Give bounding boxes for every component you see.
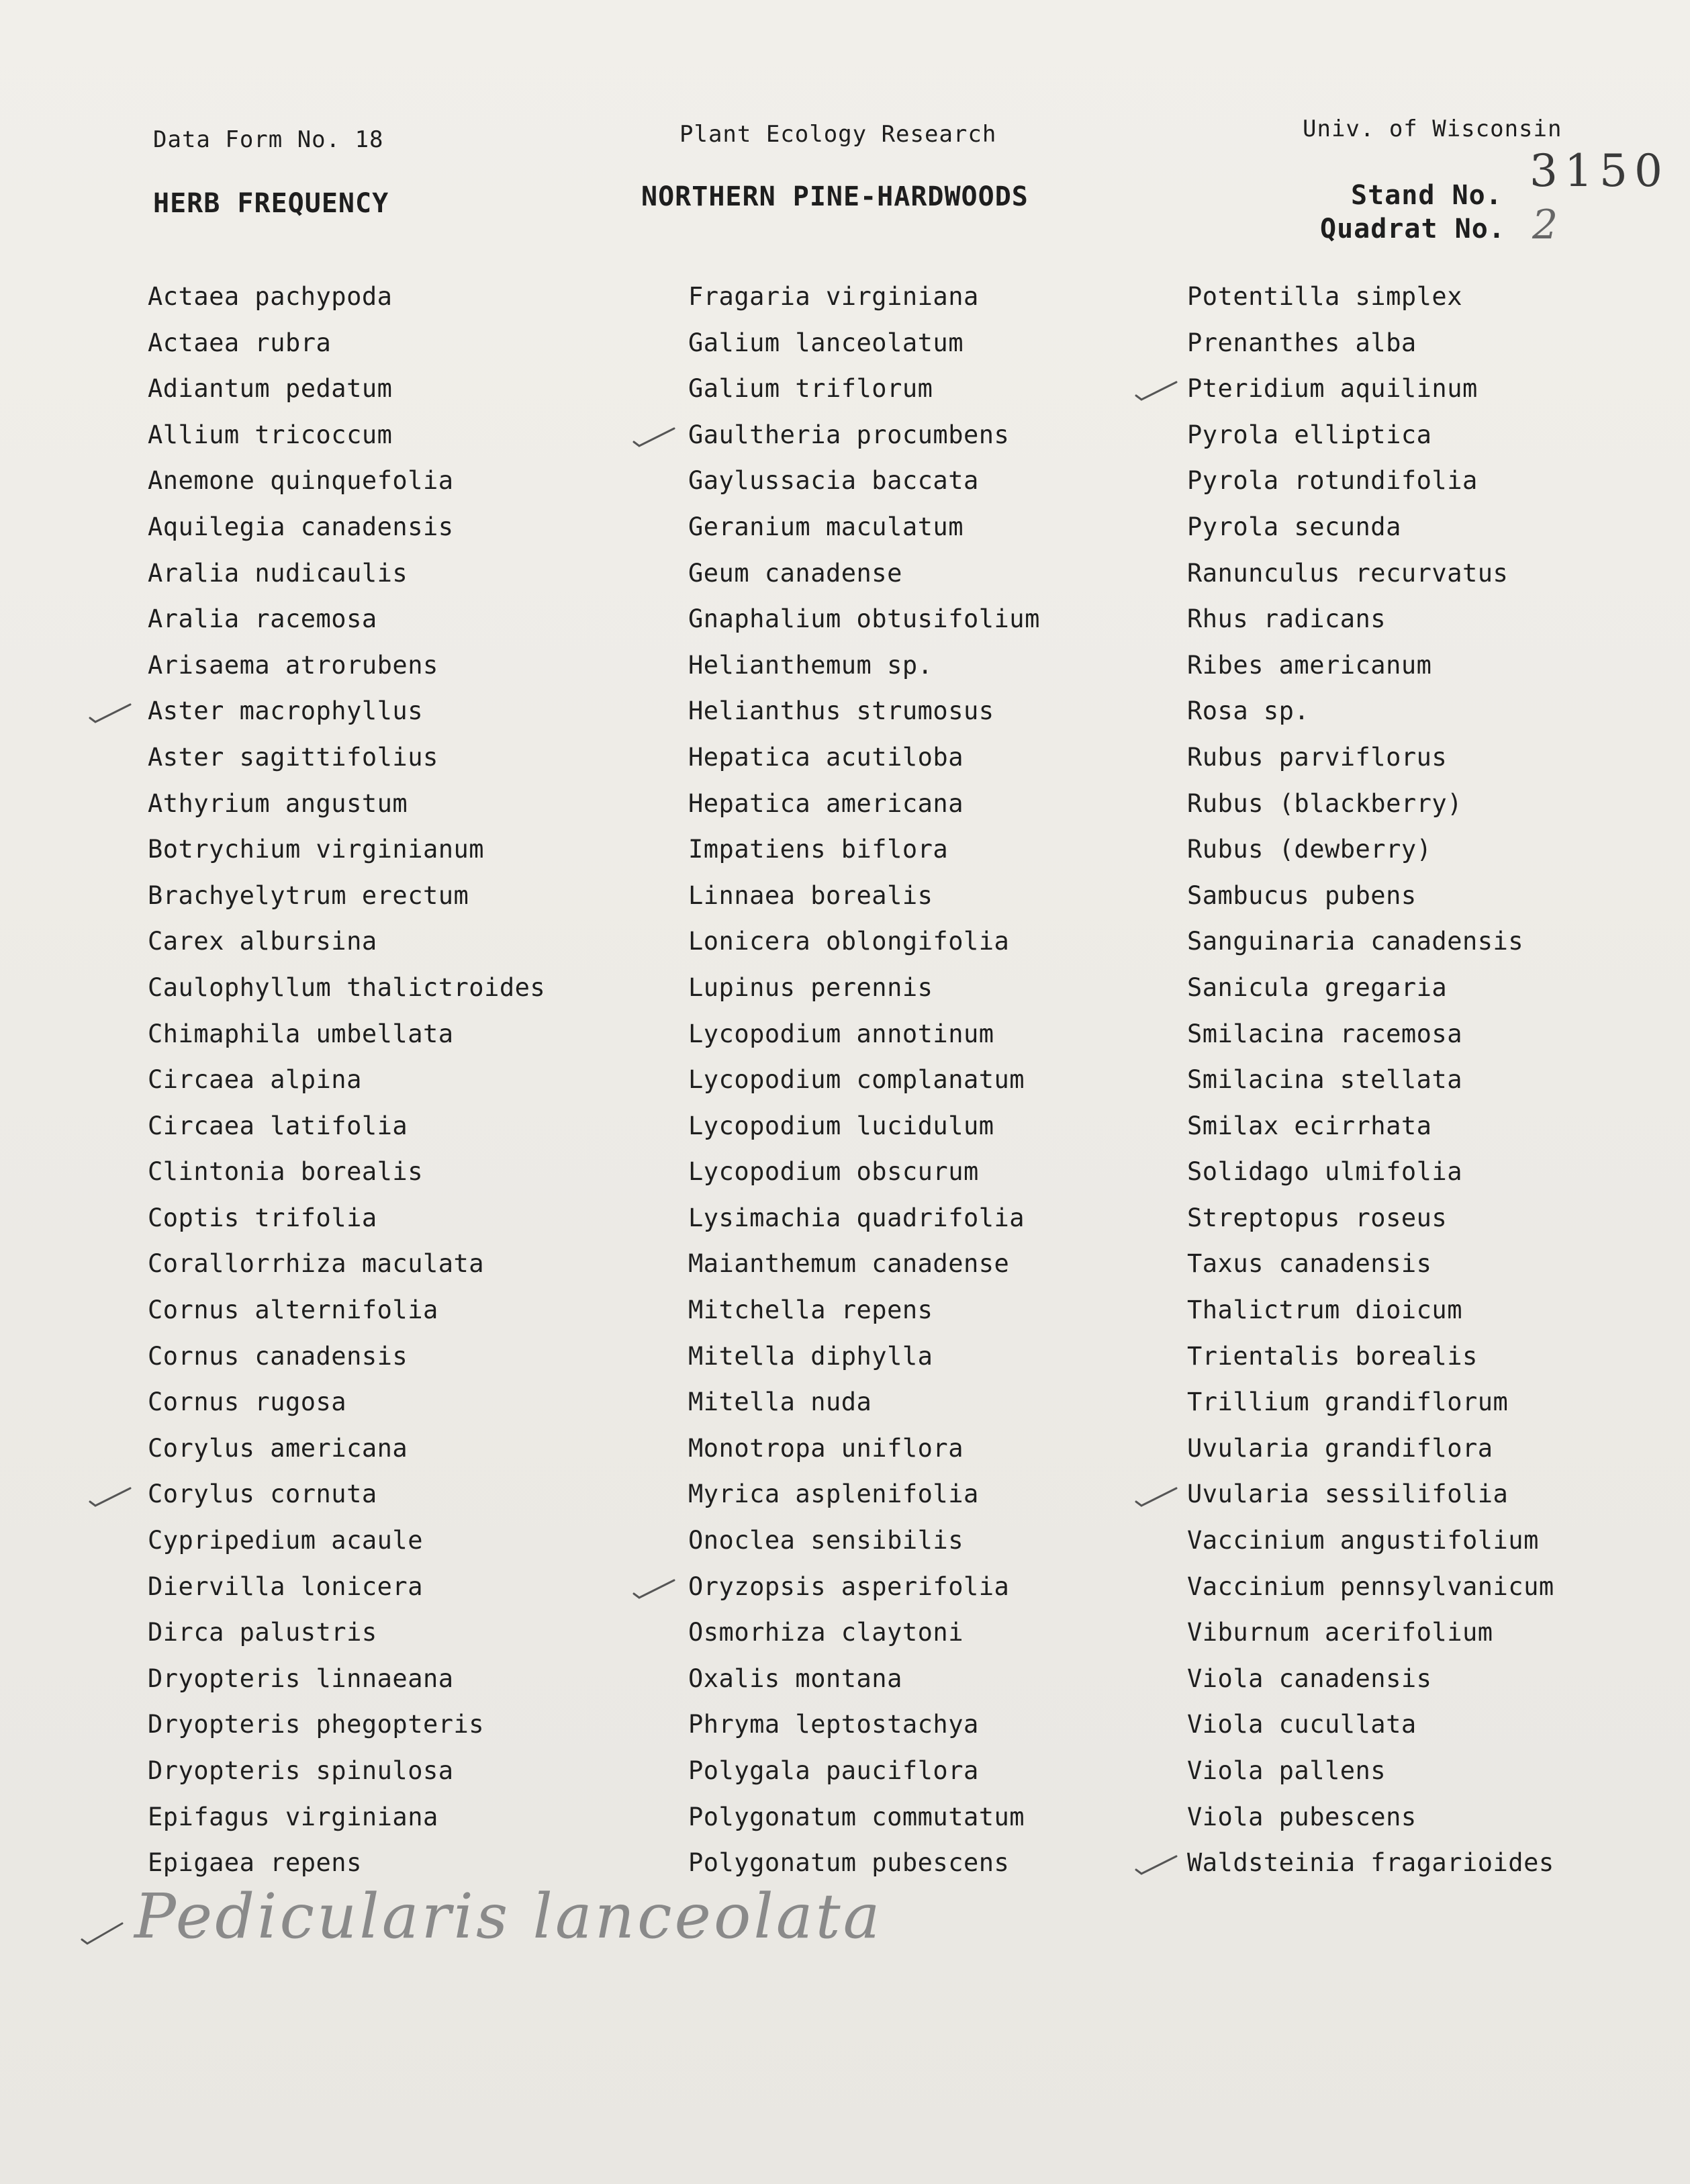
species-item: Carex albursina	[148, 927, 377, 956]
species-item: Thalictrum dioicum	[1187, 1295, 1462, 1325]
species-item: Pteridium aquilinum	[1187, 374, 1478, 404]
species-item: Onoclea sensibilis	[688, 1526, 964, 1555]
species-item: Gaylussacia baccata	[688, 466, 979, 496]
species-item: Lycopodium annotinum	[688, 1019, 994, 1048]
species-item: Arisaema atrorubens	[148, 650, 438, 680]
species-item: Epigaea repens	[148, 1848, 362, 1878]
species-item: Dryopteris linnaeana	[148, 1664, 454, 1693]
species-column-3	[1187, 274, 1554, 1886]
species-item: Trillium grandiflorum	[1187, 1387, 1509, 1417]
species-item: Waldsteinia fragarioides	[1187, 1848, 1554, 1878]
species-item: Viola pallens	[1187, 1756, 1387, 1785]
species-item: Oxalis montana	[688, 1664, 902, 1693]
stand-label: Stand No.	[1351, 180, 1503, 211]
species-item: Gnaphalium obtusifolium	[688, 604, 1040, 634]
species-item: Solidago ulmifolia	[1187, 1157, 1462, 1187]
species-item: Pyrola elliptica	[1187, 420, 1432, 449]
pencil-check-icon	[1133, 1851, 1180, 1878]
species-item: Aster macrophyllus	[148, 696, 423, 726]
species-item: Sanicula gregaria	[1187, 972, 1448, 1002]
species-item: Viola pubescens	[1187, 1802, 1417, 1831]
species-item: Sambucus pubens	[1187, 880, 1417, 910]
species-item: Actaea rubra	[148, 328, 332, 357]
species-item: Gaultheria procumbens	[688, 420, 1010, 449]
species-item: Maianthemum canadense	[688, 1249, 1010, 1279]
species-item: Potentilla simplex	[1187, 282, 1462, 311]
species-item: Mitella nuda	[688, 1387, 872, 1417]
species-item: Smilax ecirrhata	[1187, 1111, 1432, 1140]
species-item: Lonicera oblongifolia	[688, 927, 1010, 956]
species-item: Galium lanceolatum	[688, 328, 964, 357]
species-item: Athyrium angustum	[148, 788, 408, 818]
species-item: Rubus (dewberry)	[1187, 835, 1432, 864]
species-item: Polygonatum pubescens	[688, 1848, 1010, 1878]
species-item: Viola canadensis	[1187, 1664, 1432, 1693]
species-item: Dirca palustris	[148, 1618, 377, 1647]
species-item: Botrychium virginianum	[148, 835, 485, 864]
species-item: Clintonia borealis	[148, 1157, 423, 1187]
species-item: Lycopodium lucidulum	[688, 1111, 994, 1140]
institution-name: Univ. of Wisconsin	[1303, 116, 1562, 142]
species-item: Trientalis borealis	[1187, 1341, 1478, 1371]
species-item: Coptis trifolia	[148, 1203, 377, 1232]
species-item: Helianthemum sp.	[688, 650, 933, 680]
species-item: Ranunculus recurvatus	[1187, 558, 1509, 588]
species-item: Epifagus virginiana	[148, 1802, 438, 1831]
species-item: Viola cucullata	[1187, 1710, 1417, 1739]
species-item: Polygala pauciflora	[688, 1756, 979, 1785]
species-item: Adiantum pedatum	[148, 374, 393, 404]
species-item: Hepatica acutiloba	[688, 742, 964, 772]
species-item: Rubus parviflorus	[1187, 742, 1448, 772]
pencil-check-icon	[87, 699, 134, 726]
species-item: Vaccinium angustifolium	[1187, 1526, 1539, 1555]
species-item: Viburnum acerifolium	[1187, 1618, 1493, 1647]
community-title: NORTHERN PINE-HARDWOODS	[641, 181, 1029, 212]
species-item: Taxus canadensis	[1187, 1249, 1432, 1279]
species-item: Smilacina racemosa	[1187, 1019, 1462, 1048]
species-item: Galium triflorum	[688, 374, 933, 404]
species-item: Circaea latifolia	[148, 1111, 408, 1140]
quadrat-number-value: 2	[1532, 201, 1558, 248]
species-item: Aralia racemosa	[148, 604, 377, 634]
species-item: Dryopteris spinulosa	[148, 1756, 454, 1785]
species-item: Pyrola secunda	[1187, 512, 1401, 541]
species-item: Rosa sp.	[1187, 696, 1310, 726]
form-title: HERB FREQUENCY	[153, 188, 389, 219]
species-item: Cornus canadensis	[148, 1341, 408, 1371]
species-column-1	[148, 274, 545, 1886]
species-item: Corallorrhiza maculata	[148, 1249, 485, 1279]
species-item: Monotropa uniflora	[688, 1433, 964, 1463]
species-item: Allium tricoccum	[148, 420, 393, 449]
pencil-check-icon	[1133, 1483, 1180, 1510]
species-item: Geum canadense	[688, 558, 902, 588]
species-item: Mitchella repens	[688, 1295, 933, 1325]
species-item: Mitella diphylla	[688, 1341, 933, 1371]
species-item: Ribes americanum	[1187, 650, 1432, 680]
species-item: Cornus rugosa	[148, 1387, 347, 1417]
species-item: Osmorhiza claytoni	[688, 1618, 964, 1647]
species-item: Uvularia sessilifolia	[1187, 1480, 1509, 1509]
species-item: Phryma leptostachya	[688, 1710, 979, 1739]
species-item: Rubus (blackberry)	[1187, 788, 1462, 818]
species-item: Aster sagittifolius	[148, 742, 438, 772]
species-item: Dryopteris phegopteris	[148, 1710, 485, 1739]
quadrat-label: Quadrat No.	[1320, 214, 1505, 244]
species-item: Corylus americana	[148, 1433, 408, 1463]
pencil-check-icon	[631, 423, 678, 450]
species-item: Hepatica americana	[688, 788, 964, 818]
species-item: Aralia nudicaulis	[148, 558, 408, 588]
species-item: Vaccinium pennsylvanicum	[1187, 1572, 1554, 1601]
species-item: Actaea pachypoda	[148, 282, 393, 311]
pencil-check-icon	[1133, 377, 1180, 404]
species-item: Lycopodium obscurum	[688, 1157, 979, 1187]
species-item: Chimaphila umbellata	[148, 1019, 454, 1048]
species-item: Geranium maculatum	[688, 512, 964, 541]
species-item: Smilacina stellata	[1187, 1065, 1462, 1095]
species-item: Cypripedium acaule	[148, 1526, 423, 1555]
handwritten-species-entry: Pedicularis lanceolata	[134, 1880, 883, 1952]
species-item: Anemone quinquefolia	[148, 466, 454, 496]
species-column-2	[688, 274, 1040, 1886]
species-item: Helianthus strumosus	[688, 696, 994, 726]
species-item: Cornus alternifolia	[148, 1295, 438, 1325]
species-item: Polygonatum commutatum	[688, 1802, 1025, 1831]
species-item: Lysimachia quadrifolia	[688, 1203, 1025, 1232]
pencil-check-icon	[87, 1483, 134, 1510]
pencil-check-icon	[631, 1575, 678, 1602]
program-name: Plant Ecology Research	[679, 121, 997, 148]
species-item: Brachyelytrum erectum	[148, 880, 469, 910]
species-item: Streptopus roseus	[1187, 1203, 1448, 1232]
species-item: Sanguinaria canadensis	[1187, 927, 1524, 956]
species-item: Rhus radicans	[1187, 604, 1387, 634]
species-item: Uvularia grandiflora	[1187, 1433, 1493, 1463]
species-item: Pyrola rotundifolia	[1187, 466, 1478, 496]
form-number: Data Form No. 18	[153, 126, 384, 153]
stand-number-value: 3150	[1530, 145, 1669, 197]
species-item: Lupinus perennis	[688, 972, 933, 1002]
species-item: Corylus cornuta	[148, 1480, 377, 1509]
species-item: Lycopodium complanatum	[688, 1065, 1025, 1095]
pencil-check-icon	[79, 1919, 126, 1946]
species-item: Circaea alpina	[148, 1065, 362, 1095]
species-item: Impatiens biflora	[688, 835, 949, 864]
species-item: Myrica asplenifolia	[688, 1480, 979, 1509]
species-item: Linnaea borealis	[688, 880, 933, 910]
species-item: Fragaria virginiana	[688, 282, 979, 311]
species-item: Diervilla lonicera	[148, 1572, 423, 1601]
species-item: Caulophyllum thalictroides	[148, 972, 546, 1002]
species-item: Prenanthes alba	[1187, 328, 1417, 357]
species-item: Oryzopsis asperifolia	[688, 1572, 1010, 1601]
species-item: Aquilegia canadensis	[148, 512, 454, 541]
